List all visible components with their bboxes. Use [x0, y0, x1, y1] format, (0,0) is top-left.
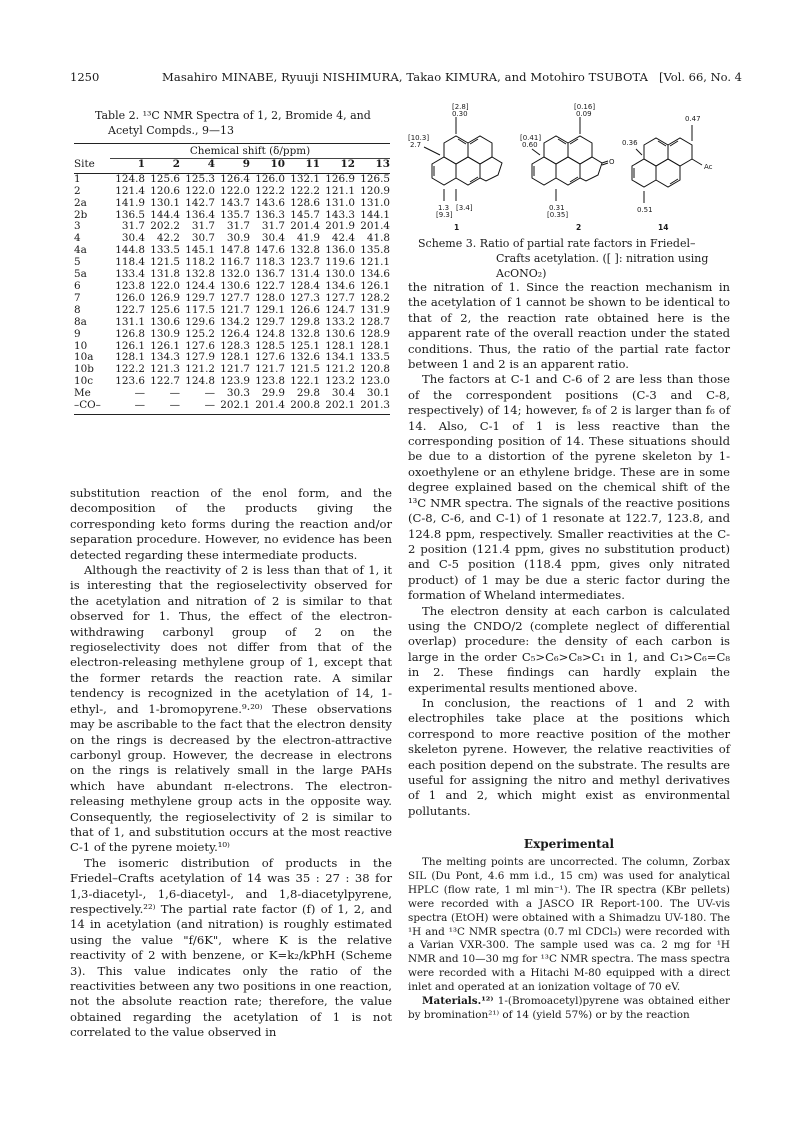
cmpd14-bottom-acetylation: 0.51 [637, 206, 653, 214]
column-header: 11 [285, 158, 320, 173]
shift-cell: 143.7 [220, 196, 250, 209]
shift-cell: 118.3 [255, 256, 285, 269]
shift-cell: 123.2 [325, 375, 355, 388]
shift-cell: 123.8 [115, 279, 145, 292]
column-header: 12 [320, 158, 355, 173]
shift-cell: 131.1 [115, 315, 145, 328]
shift-cell: 124.8 [185, 375, 215, 388]
shift-cell: 130.1 [150, 196, 180, 209]
shift-cell: 131.0 [360, 196, 390, 209]
table-row [74, 293, 390, 305]
shift-cell: 129.8 [290, 315, 320, 328]
column-header: 13 [355, 158, 390, 173]
shift-cell: 145.7 [290, 208, 320, 221]
shift-cell: 31.7 [191, 220, 215, 233]
shift-cell: 126.4 [220, 327, 250, 340]
shift-cell: 202.1 [320, 400, 355, 414]
shift-cell: 133.2 [325, 315, 355, 328]
left-column [70, 486, 392, 1041]
shift-cell: 201.4 [250, 400, 285, 414]
shift-cell: 122.2 [115, 363, 145, 376]
shift-cell: 29.9 [261, 387, 285, 400]
shift-cell: 202.2 [150, 220, 180, 233]
shift-cell: 120.9 [360, 184, 390, 197]
shift-cell: 126.1 [360, 279, 390, 292]
cmpd2-bottom-acetylation: 0.31 [549, 204, 565, 212]
experimental-paragraph-2 [408, 995, 730, 1023]
cmpd14-acetyl-label: Ac [704, 163, 713, 171]
cmpd1-left-acetylation: 2.7 [410, 141, 422, 149]
shift-cell: 132.0 [220, 268, 250, 281]
site-cell: 10a [74, 351, 94, 364]
shift-cell: 121.5 [150, 256, 180, 269]
table-row [74, 305, 390, 317]
shift-cell: 120.8 [360, 363, 390, 376]
shift-cell: 130.6 [325, 327, 355, 340]
shift-cell: 121.7 [255, 363, 285, 376]
shift-cell: 116.7 [220, 256, 250, 269]
cmpd2-top-acetylation: 0.09 [576, 110, 592, 118]
shift-cell: 130.6 [150, 315, 180, 328]
site-cell: 10 [74, 339, 88, 352]
shift-cell: 136.7 [255, 268, 285, 281]
shift-cell: 131.4 [290, 268, 320, 281]
left-paragraph-2: Although the reactivity of 2 is less than that of 1, it is interesting that the regioselectivity observed for the acetylation and nitration of 2 is similar to that observed for 1. Thus, the effect of the electron-withdrawing carbonyl group of 2 on the regioselectivity does not differ from that of the electron-releasing methylene group of 1, except that the former retards the reaction rate. A similar tendency is recognized in the acetylation of 14, 1-ethyl-, and 1-bromopyrene.⁹·²⁰⁾ These observations may be ascribable to the fact that the electron density on the rings is decreased by the electron-attractive carbonyl group. However, the decrease in electrons on the rings is relatively small in the large PAHs which have abundant π-electrons. The electron-releasing methylene group acts in the opposite way. Consequently, the regioselectivity of 2 is similar to that of 1, and substitution occurs at the most reactive C-1 of the pyrene moiety.¹⁰⁾ [70, 563, 392, 855]
shift-cell: 124.8 [255, 327, 285, 340]
site-cell: 2 [74, 184, 81, 197]
shift-cell: 130.9 [150, 327, 180, 340]
attack-arrows [424, 117, 692, 203]
column-header: 2 [145, 158, 180, 173]
scheme-caption [418, 236, 738, 281]
shift-cell: 128.6 [290, 196, 320, 209]
right-paragraph-2: The factors at C-1 and C-6 of 2 are less than those of the correspondent positions (C-3 and C-8, respectively) of 14; however, f₈ of 2 is larger than f₆ of 14. Also, C-1 of 1 is less reactive than the corresponding position of 14. These situations should be due to a distortion of the pyrene skeleton by 1-oxoethylene or an ethylene bridge. These are in some degree explained based on the chemical shift of the ¹³C NMR spectra. The signals of the reactive positions (C-8, C-6, and C-1) of 1 resonate at 122.7, 123.8, and 124.8 ppm, respectively. Smaller reactivities at the C-2 position (121.4 ppm, gives no substitution product) and C-5 position (118.4 ppm, gives only nitrated product) of 1 may be due a steric factor during the formation of Wheland intermediates. [408, 372, 730, 603]
experimental-heading: Experimental [523, 837, 615, 851]
shift-cell: 127.7 [220, 291, 250, 304]
site-cell: –CO– [74, 400, 110, 414]
right-paragraph-4: In conclusion, the reactions of 1 and 2 with electrophiles take place at the positions which correspond to more reactive position of the mother skeleton pyrene. However, the relative reactivities of each position depend on the substrate. The results are useful for assigning the nitro and methyl derivatives of 1 and 2, which might exist as environmental pollutants. [408, 695, 730, 818]
shift-cell: 42.2 [156, 232, 180, 245]
shift-cell: — [180, 400, 215, 414]
shift-cell: 133.5 [360, 351, 390, 364]
site-cell: 2b [74, 208, 88, 221]
shift-cell: 133.5 [150, 244, 180, 257]
shift-cell: 122.0 [185, 184, 215, 197]
shift-cell: 144.4 [150, 208, 180, 221]
shift-cell: 119.6 [325, 256, 355, 269]
shift-cell: 122.2 [255, 184, 285, 197]
cmpd14-left-acetylation: 0.36 [622, 139, 638, 147]
shift-cell: 121.4 [115, 184, 145, 197]
compound-label-1: 1 [454, 223, 460, 232]
shift-cell: 121.7 [220, 363, 250, 376]
table-caption [95, 108, 395, 138]
shift-cell: 121.2 [325, 363, 355, 376]
table-row [74, 198, 390, 210]
scheme-caption-line2: Crafts acetylation. ([ ]: nitration using AcONO₂) [496, 252, 709, 280]
shift-cell: 121.1 [325, 184, 355, 197]
site-header: Site [74, 158, 110, 173]
shift-cell: 130.0 [325, 268, 355, 281]
shift-cell: 128.5 [255, 339, 285, 352]
shift-cell: 201.4 [290, 220, 320, 233]
experimental-paragraph-1: The melting points are uncorrected. The column, Zorbax SIL (Du Pont, 4.6 mm i.d., 15 cm) was used for analytical HPLC (flow rate, 1 ml min⁻¹). The IR spectra (KBr pellets) were recorded with a JASCO IR Report-100. The UV-vis spectra (EtOH) were obtained with a Shimadzu UV-180. The ¹H and ¹³C NMR spectra (0.7 ml CDCl₃) were recorded with a Varian VXR-300. The sample used was ca. 2 mg for ¹H NMR and 10—30 mg for ¹³C NMR spectra. The mass spectra were recorded with a Hitachi M-80 equipped with a direct inlet and operated at an ionization voltage of 70 eV. [408, 856, 730, 994]
cmpd2-ketone-label: O [609, 158, 615, 166]
shift-cell: 121.7 [220, 303, 250, 316]
shift-cell: 126.5 [360, 172, 390, 185]
shift-cell: 122.0 [150, 279, 180, 292]
site-cell: 3 [74, 220, 81, 233]
shift-cell: 123.8 [255, 375, 285, 388]
shift-cell: 123.7 [290, 256, 320, 269]
shift-cell: 134.6 [325, 279, 355, 292]
shift-cell: 126.6 [290, 303, 320, 316]
page-number: 1250 [70, 70, 100, 84]
scheme-caption-line1: Scheme 3. Ratio of partial rate factors in Friedel– [418, 237, 696, 250]
site-cell: 2a [74, 196, 87, 209]
shift-cell: 147.6 [255, 244, 285, 257]
compound-label-2: 2 [576, 223, 582, 232]
chemical-shift-header: Chemical shift (δ/ppm) [110, 144, 390, 159]
shift-cell: 136.3 [255, 208, 285, 221]
shift-cell: 30.7 [191, 232, 215, 245]
shift-cell: 131.0 [325, 196, 355, 209]
shift-cell: 127.3 [290, 291, 320, 304]
nmr-table [74, 143, 390, 415]
shift-cell: — [110, 400, 145, 414]
column-header: 9 [215, 158, 250, 173]
shift-cell: 145.1 [185, 244, 215, 257]
shift-cell: 123.9 [220, 375, 250, 388]
structure-1 [432, 136, 502, 185]
cmpd1-bottom-b: [3.4] [456, 204, 473, 212]
shift-cell: 135.7 [220, 208, 250, 221]
cmpd1-top-acetylation: 0.30 [452, 110, 468, 118]
shift-cell: 121.2 [185, 363, 215, 376]
shift-cell: 124.8 [115, 172, 145, 185]
shift-cell: 30.1 [366, 387, 390, 400]
shift-cell: 125.1 [290, 339, 320, 352]
right-paragraph-3: The electron density at each carbon is calculated using the CNDO/2 (complete neglect of differential overlap) procedure: the density of each carbon is large in the order C₅>C₆>C₈>C₁ in 1, and C₁>C₆=C₈ in 2. These findings can hardly explain the experimental results mentioned above. [408, 603, 730, 695]
shift-cell: 141.9 [115, 196, 145, 209]
volume-info: [Vol. 66, No. 4 [658, 70, 742, 84]
shift-cell: 122.7 [255, 279, 285, 292]
shift-cell: 129.6 [185, 315, 215, 328]
shift-cell: 200.8 [285, 400, 320, 414]
shift-cell: 122.0 [220, 184, 250, 197]
site-cell: 10c [74, 375, 94, 388]
shift-cell: 31.7 [121, 220, 145, 233]
right-paragraph-1: the nitration of 1. Since the reaction mechanism in the acetylation of 1 cannot be shown to be identical to that of 2, the reaction rate obtained here is the apparent rate of the overall reaction under the stated conditions. Thus, the ratio of the partial rate factor between 1 and 2 is an apparent ratio. [408, 280, 730, 372]
shift-cell: 134.3 [150, 351, 180, 364]
compound-label-14: 14 [658, 223, 669, 232]
shift-cell: 124.4 [185, 279, 215, 292]
shift-cell: 123.0 [360, 375, 390, 388]
shift-cell: 143.3 [325, 208, 355, 221]
shift-cell: 126.0 [255, 172, 285, 185]
shift-cell: 143.6 [255, 196, 285, 209]
right-column [408, 280, 730, 819]
table-caption-line2: Acetyl Compds., 9—13 [108, 124, 234, 137]
site-cell: 4a [74, 244, 87, 257]
shift-cell: 125.6 [150, 303, 180, 316]
shift-cell: 41.8 [366, 232, 390, 245]
shift-cell: 128.1 [115, 351, 145, 364]
table-row [74, 329, 390, 341]
experimental-section [408, 836, 730, 1023]
shift-cell: 135.8 [360, 244, 390, 257]
cmpd1-left-nitration: [10.3] [408, 134, 430, 142]
shift-cell: 30.4 [331, 387, 355, 400]
site-cell: Me [74, 387, 91, 400]
shift-cell: 129.1 [255, 303, 285, 316]
shift-cell: 42.4 [331, 232, 355, 245]
column-header: 1 [110, 158, 145, 173]
left-paragraph-3: The isomeric distribution of products in the Friedel–Crafts acetylation of 14 was 35 : 27 : 38 for 1,3-diacetyl-, 1,6-diacetyl-, and 1,8-diacetylpyrene, respectively.²²⁾ The partial rate factor (f) of 1, 2, and 14 in acetylation (and nitration) is roughly estimated using the value "f/6K", where K is the relative reactivity of 2 with benzene, or K=k₂/kPhH (Scheme 3). This value indicates only the ratio of the reactivities between any two positions in one reaction, not the absolute reaction rate; therefore, the value obtained regarding the acetylation of 1 is not correlated to the value observed in [70, 855, 392, 1040]
shift-cell: 144.8 [115, 244, 145, 257]
column-header: 10 [250, 158, 285, 173]
shift-cell: 128.1 [220, 351, 250, 364]
shift-cell: 121.3 [150, 363, 180, 376]
shift-cell: 30.4 [261, 232, 285, 245]
shift-cell: 126.9 [325, 172, 355, 185]
shift-cell: 117.5 [185, 303, 215, 316]
shift-cell: 132.6 [290, 351, 320, 364]
shift-cell: 129.7 [255, 315, 285, 328]
structure-14 [632, 138, 702, 187]
running-header [70, 70, 742, 88]
shift-cell: 30.4 [121, 232, 145, 245]
shift-cell: 134.2 [220, 315, 250, 328]
scheme-structures [408, 103, 730, 238]
shift-cell: 30.3 [226, 387, 250, 400]
shift-cell: 128.3 [220, 339, 250, 352]
shift-cell: 126.8 [115, 327, 145, 340]
shift-cell: 142.7 [185, 196, 215, 209]
shift-cell: 201.9 [325, 220, 355, 233]
shift-cell: 136.0 [325, 244, 355, 257]
shift-cell: 125.2 [185, 327, 215, 340]
shift-cell: 122.2 [290, 184, 320, 197]
shift-cell: 128.0 [255, 291, 285, 304]
shift-cell: 122.7 [115, 303, 145, 316]
shift-cell: — [145, 400, 180, 414]
shift-cell: 31.7 [261, 220, 285, 233]
shift-cell: 126.0 [115, 291, 145, 304]
table-row [74, 317, 390, 329]
shift-cell: 128.1 [325, 339, 355, 352]
table-row [74, 173, 390, 185]
shift-cell: — [134, 387, 145, 400]
site-cell: 5a [74, 268, 87, 281]
cmpd2-left-nitration: [0.41] [520, 134, 542, 142]
shift-cell: 132.8 [290, 244, 320, 257]
cmpd1-top-nitration: [2.8] [452, 103, 469, 111]
shift-cell: 132.8 [185, 268, 215, 281]
shift-cell: 127.9 [185, 351, 215, 364]
shift-cell: 122.7 [150, 375, 180, 388]
shift-cell: 201.3 [355, 400, 390, 414]
shift-cell: 118.2 [185, 256, 215, 269]
shift-cell: 120.6 [150, 184, 180, 197]
site-cell: 7 [74, 291, 81, 304]
shift-cell: 126.1 [150, 339, 180, 352]
cmpd1-bottom-a: 1.3 [438, 204, 450, 212]
left-paragraph-1: substitution reaction of the enol form, and the decomposition of the products giving the corresponding keto forms during the reaction and/or separation procedure. However, no evidence has been detected regarding these intermediate products. [70, 486, 392, 562]
shift-cell: 128.4 [290, 279, 320, 292]
shift-cell: 29.8 [296, 387, 320, 400]
shift-cell: 126.1 [115, 339, 145, 352]
shift-cell: 127.6 [185, 339, 215, 352]
shift-cell: 136.4 [185, 208, 215, 221]
shift-cell: 122.1 [290, 375, 320, 388]
shift-cell: 121.5 [290, 363, 320, 376]
shift-cell: 132.1 [290, 172, 320, 185]
shift-cell: 128.7 [360, 315, 390, 328]
shift-cell: 131.9 [360, 303, 390, 316]
shift-cell: 121.1 [360, 256, 390, 269]
shift-cell: 144.1 [360, 208, 390, 221]
site-cell: 6 [74, 279, 81, 292]
shift-cell: 127.7 [325, 291, 355, 304]
shift-cell: 128.2 [360, 291, 390, 304]
shift-cell: 129.7 [185, 291, 215, 304]
table-row [74, 400, 390, 414]
materials-text: 1-(Bromoacetyl)pyrene was obtained either by bromination²¹⁾ of 14 (yield 57%) or by the reaction [408, 995, 730, 1021]
shift-cell: — [204, 387, 215, 400]
site-cell: 8a [74, 315, 87, 328]
scheme-3 [408, 103, 730, 243]
cmpd2-top-nitration: [0.16] [574, 103, 596, 111]
shift-cell: 125.6 [150, 172, 180, 185]
site-cell: 1 [74, 172, 81, 185]
cmpd1-bottom-c: [9.3] [436, 211, 453, 219]
shift-cell: 31.7 [226, 220, 250, 233]
shift-cell: 126.9 [150, 291, 180, 304]
shift-cell: 136.5 [115, 208, 145, 221]
shift-cell: 202.1 [215, 400, 250, 414]
shift-cell: 128.9 [360, 327, 390, 340]
site-cell: 4 [74, 232, 81, 245]
shift-cell: 131.8 [150, 268, 180, 281]
table-caption-line1: Table 2. ¹³C NMR Spectra of 1, 2, Bromide 4, and [95, 109, 371, 122]
column-header: 4 [180, 158, 215, 173]
shift-cell: 126.4 [220, 172, 250, 185]
shift-cell: 30.9 [226, 232, 250, 245]
shift-cell: 124.7 [325, 303, 355, 316]
cmpd14-right-acetylation: 0.47 [685, 115, 701, 123]
shift-cell: 41.9 [296, 232, 320, 245]
site-cell: 10b [74, 363, 94, 376]
shift-cell: 130.6 [220, 279, 250, 292]
author-line: Masahiro MINABE, Ryuuji NISHIMURA, Takao KIMURA, and Motohiro TSUBOTA [162, 70, 649, 84]
shift-cell: 133.4 [115, 268, 145, 281]
table-row [74, 186, 390, 198]
structure-2 [532, 136, 608, 185]
cmpd2-bottom-nitration: [0.35] [547, 211, 569, 219]
shift-cell: 134.1 [325, 351, 355, 364]
materials-label: Materials.¹²⁾ [422, 995, 494, 1008]
shift-cell: 201.4 [360, 220, 390, 233]
shift-cell: 128.1 [360, 339, 390, 352]
cmpd2-left-acetylation: 0.60 [522, 141, 538, 149]
shift-cell: — [169, 387, 180, 400]
shift-cell: 125.3 [185, 172, 215, 185]
shift-cell: 123.6 [115, 375, 145, 388]
shift-cell: 127.6 [255, 351, 285, 364]
shift-cell: 147.8 [220, 244, 250, 257]
shift-cell: 134.6 [360, 268, 390, 281]
shift-cell: 118.4 [115, 256, 145, 269]
site-cell: 8 [74, 303, 81, 316]
site-cell: 9 [74, 327, 81, 340]
shift-cell: 132.8 [290, 327, 320, 340]
site-cell: 5 [74, 256, 81, 269]
